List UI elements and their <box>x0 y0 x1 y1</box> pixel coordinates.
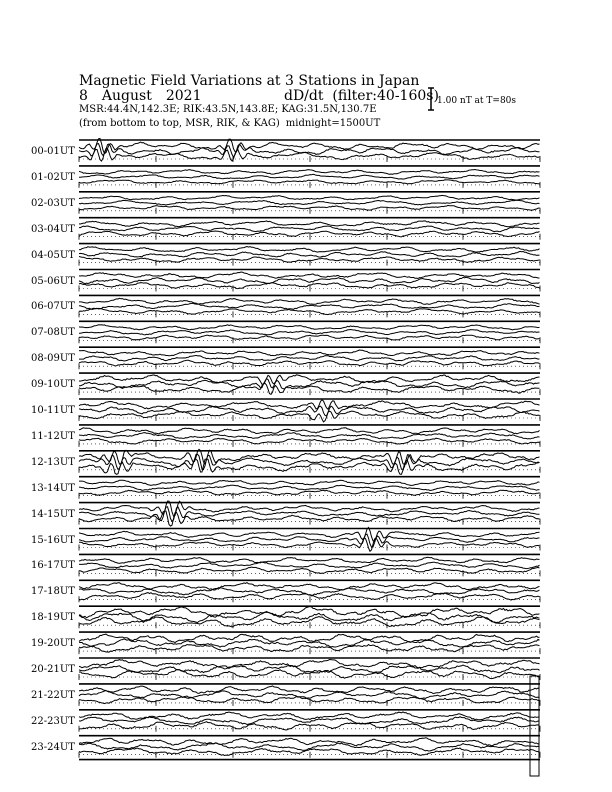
row-08-09UT <box>79 347 540 369</box>
row-02-03UT <box>79 192 540 214</box>
trace-kag <box>79 272 540 279</box>
row-17-18UT <box>79 580 540 602</box>
trace-rik <box>79 454 540 469</box>
trace-msr <box>79 567 540 574</box>
trace-msr <box>79 335 540 340</box>
trace-kag <box>79 557 540 563</box>
trace-kag <box>79 686 540 694</box>
trace-msr <box>79 360 540 366</box>
trace-rik <box>79 485 540 490</box>
filter-label: (filter:40-160s) <box>332 88 439 104</box>
date-day: 8 <box>79 88 88 104</box>
trace-msr <box>79 231 540 237</box>
row-label: 13-14UT <box>31 482 75 494</box>
row-10-11UT <box>79 399 540 422</box>
trace-msr <box>79 722 540 730</box>
trace-msr <box>79 490 540 495</box>
trace-rik <box>79 433 540 439</box>
trace-rik <box>79 355 540 361</box>
quantity-label: dD/dt <box>284 88 324 104</box>
trace-kag <box>79 350 540 356</box>
row-13-14UT <box>79 477 540 499</box>
row-label: 06-07UT <box>31 301 75 313</box>
row-09-10UT <box>79 373 540 395</box>
row-22-23UT <box>79 710 540 732</box>
row-label: 16-17UT <box>31 560 75 572</box>
row-label: 17-18UT <box>31 586 75 598</box>
trace-msr <box>79 645 540 653</box>
row-label: 22-23UT <box>31 715 75 727</box>
row-14-15UT <box>79 501 540 526</box>
trace-msr <box>79 511 540 526</box>
row-20-21UT <box>79 658 540 680</box>
trace-kag <box>79 298 540 304</box>
trace-kag <box>79 325 540 330</box>
row-06-07UT <box>79 295 540 317</box>
trace-msr <box>79 438 540 444</box>
trace-rik <box>79 277 540 283</box>
trace-rik <box>79 251 540 257</box>
row-11-12UT <box>79 425 540 447</box>
row-label: 10-11UT <box>31 405 75 416</box>
station-coordinates: MSR:44.4N,142.3E; RIK:43.5N,143.8E; KAG:31.5N,130.7E <box>79 104 377 115</box>
trace-rik <box>79 226 540 232</box>
row-16-17UT <box>79 554 540 576</box>
trace-kag <box>79 583 540 590</box>
trace-msr <box>79 308 540 314</box>
row-label: 04-05UT <box>31 249 75 261</box>
trace-rik <box>79 562 540 569</box>
order-text: (from bottom to top, MSR, RIK, & KAG) <box>79 118 280 129</box>
midnight-note: midnight=1500UT <box>285 118 381 129</box>
row-label: 19-20UT <box>31 638 75 650</box>
row-label: 11-12UT <box>31 430 75 442</box>
row-01-02UT <box>79 166 540 188</box>
row-21-22UT <box>79 684 540 706</box>
chart-title: Magnetic Field Variations at 3 Stations in Japan <box>79 73 420 89</box>
row-label: 07-08UT <box>31 327 75 339</box>
trace-kag <box>79 375 540 385</box>
row-07-08UT <box>79 321 540 343</box>
row-12-13UT <box>79 449 540 474</box>
row-label: 01-02UT <box>31 171 75 183</box>
row-label: 12-13UT <box>31 456 75 468</box>
row-label: 00-01UT <box>31 146 75 157</box>
trace-msr <box>79 205 540 210</box>
row-00-01UT <box>79 139 540 163</box>
row-label: 20-21UT <box>31 664 75 675</box>
row-label: 09-10UT <box>31 379 75 391</box>
trace-kag <box>79 480 540 485</box>
trace-kag <box>79 400 540 409</box>
trace-msr <box>79 748 540 756</box>
date-year: 2021 <box>165 88 202 104</box>
row-03-04UT <box>79 218 540 240</box>
trace-msr <box>79 617 540 627</box>
date-month: August <box>101 88 152 104</box>
trace-rik <box>79 665 540 673</box>
row-label: 02-03UT <box>31 197 75 209</box>
row-label: 23-24UT <box>31 741 75 753</box>
trace-msr <box>79 411 540 422</box>
trace-rik <box>79 200 540 205</box>
row-label: 03-04UT <box>31 223 75 235</box>
trace-msr <box>79 593 540 601</box>
scale-bar-icon <box>428 88 434 110</box>
row-15-16UT <box>79 527 540 551</box>
trace-kag <box>79 247 540 253</box>
row-label: 15-16UT <box>31 534 75 546</box>
row-label: 18-19UT <box>31 612 75 624</box>
row-04-05UT <box>79 244 540 266</box>
row-18-19UT <box>79 606 540 628</box>
scale-bar-label: 1.00 nT at T=80s <box>437 96 517 106</box>
trace-msr <box>79 283 540 289</box>
row-label: 21-22UT <box>31 689 75 701</box>
trace-kag <box>79 170 540 175</box>
row-05-06UT <box>79 270 540 292</box>
row-label: 08-09UT <box>31 353 75 365</box>
trace-kag <box>79 660 540 670</box>
marker-box <box>530 676 539 776</box>
row-label: 05-06UT <box>31 275 75 287</box>
trace-kag <box>79 712 540 720</box>
row-23-24UT <box>79 736 540 758</box>
row-19-20UT <box>79 632 540 654</box>
trace-kag <box>79 195 540 200</box>
trace-msr <box>79 180 540 184</box>
trace-rik <box>79 691 540 699</box>
trace-msr <box>79 696 540 704</box>
trace-rik <box>79 174 540 179</box>
trace-rik <box>79 330 540 335</box>
trace-kag <box>79 221 540 227</box>
row-label: 14-15UT <box>31 508 75 520</box>
trace-msr <box>79 257 540 263</box>
